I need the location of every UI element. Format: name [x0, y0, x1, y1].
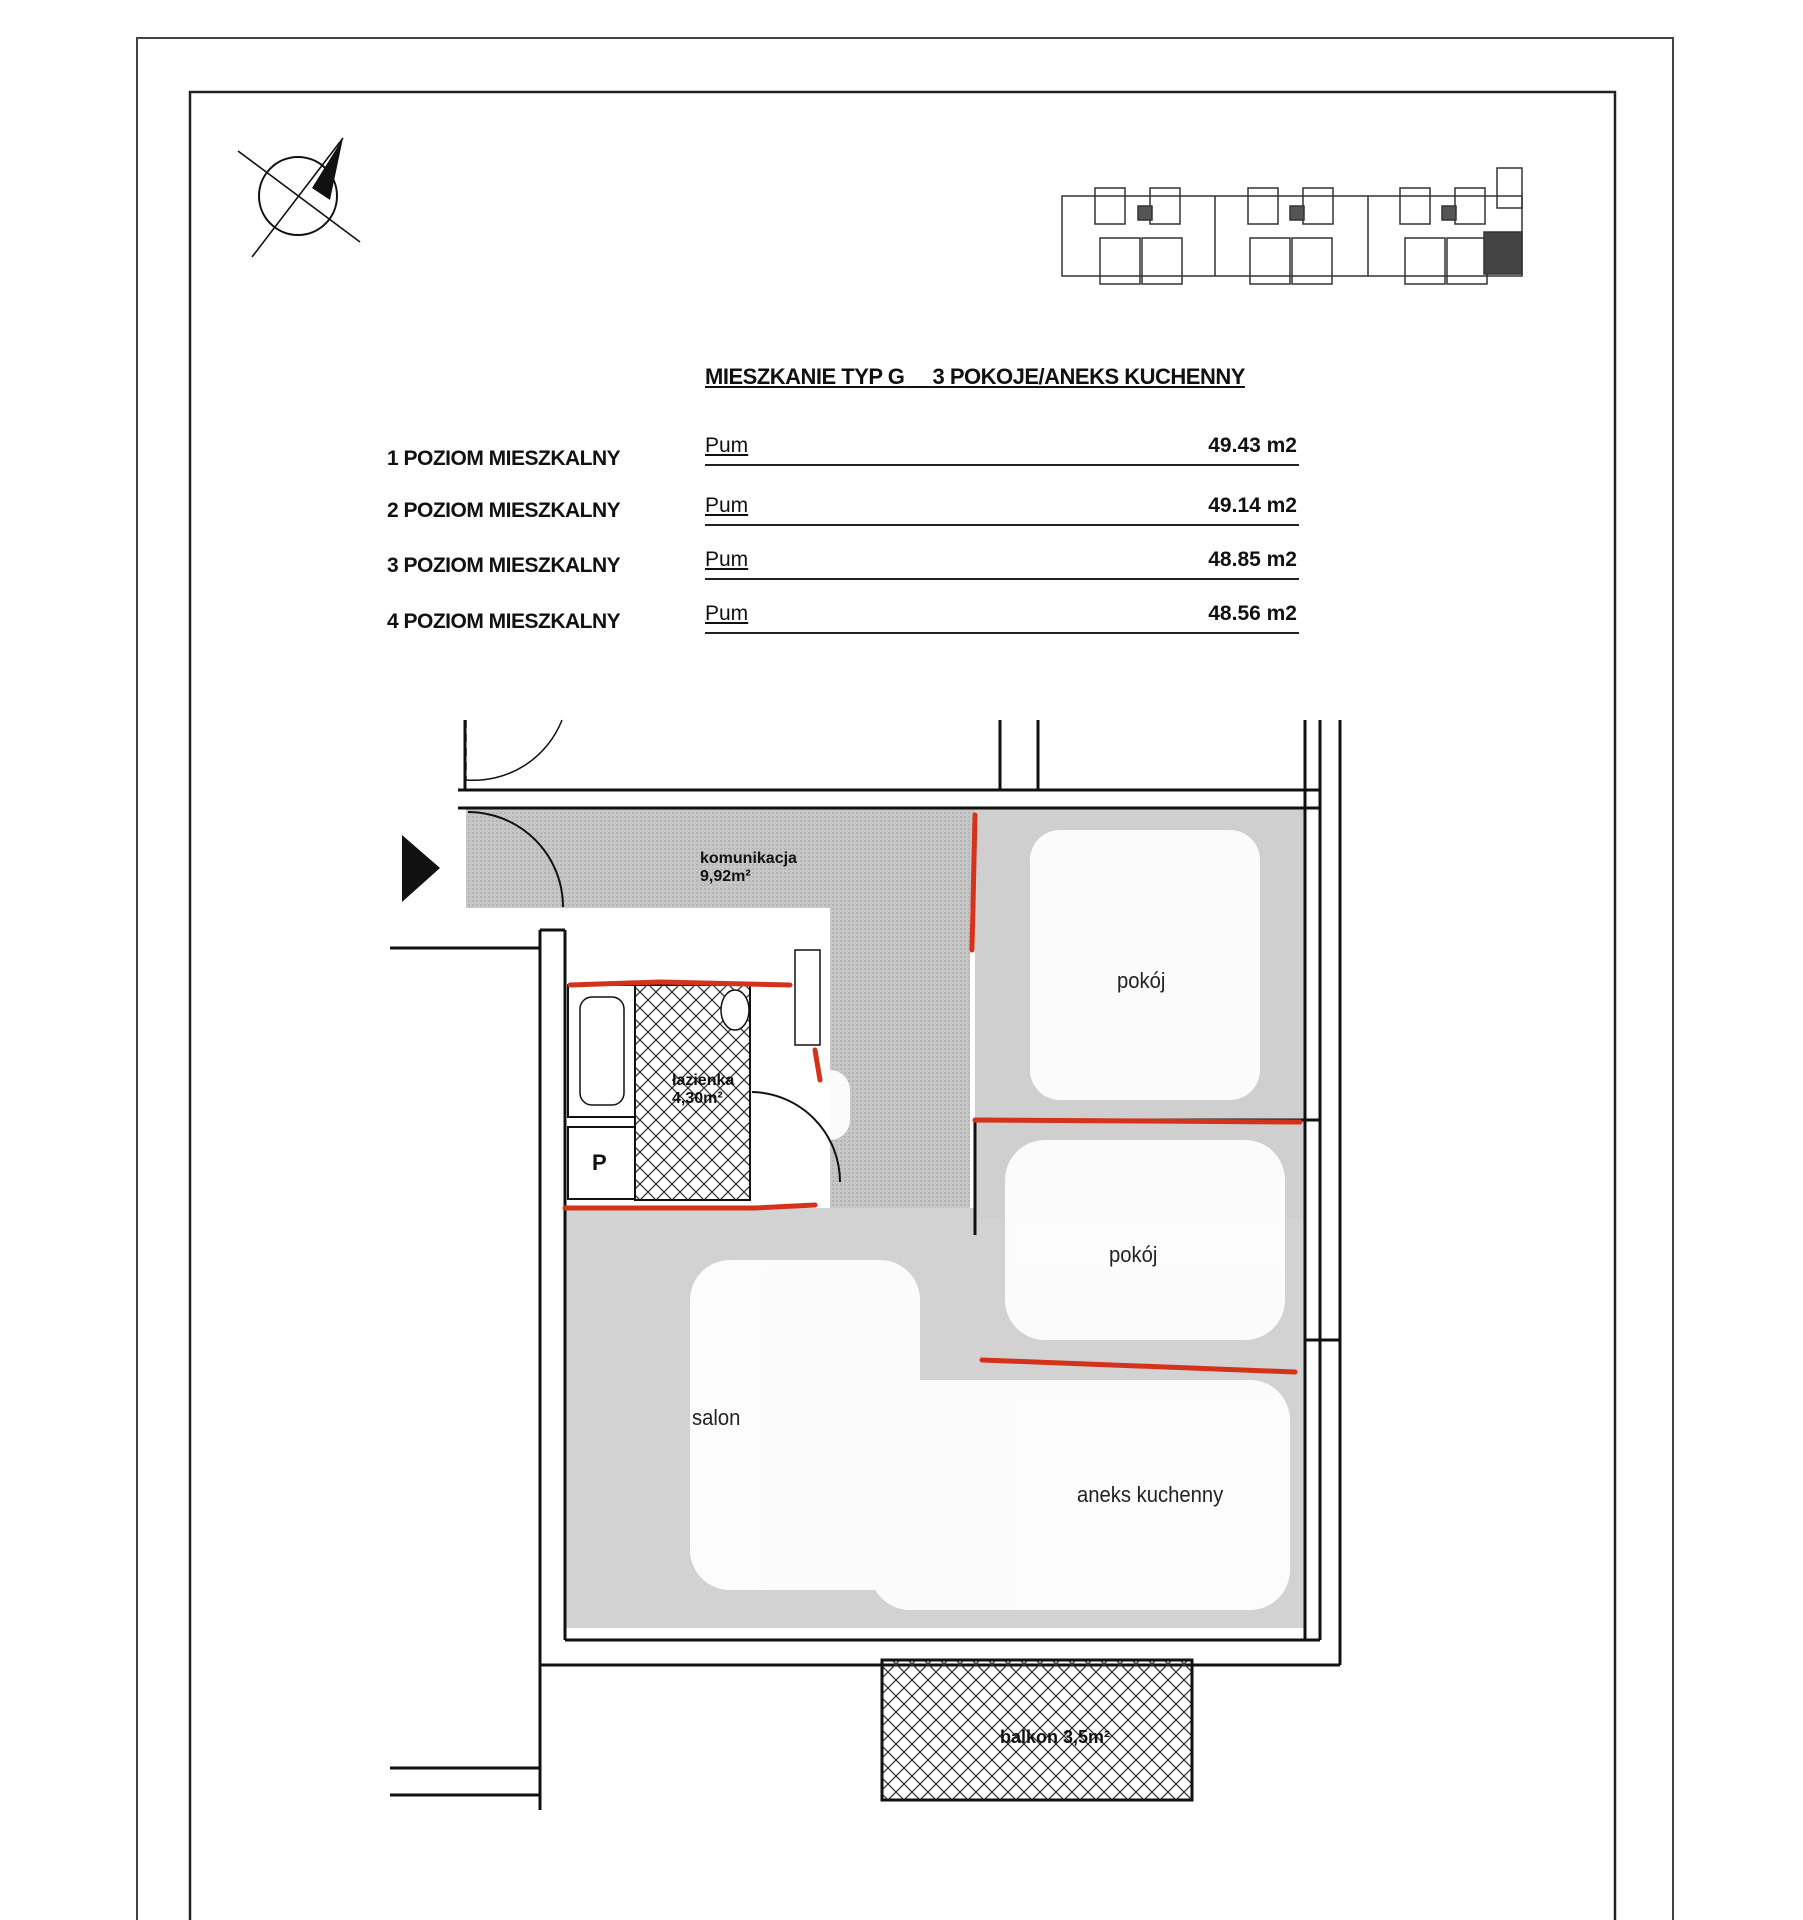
level-4-measure: Pum	[705, 602, 749, 625]
kitchen-label: aneks kuchenny	[1077, 1482, 1224, 1507]
level-1-label: 1 POZIOM MIESZKALNY	[387, 447, 621, 470]
closet-mark: P	[592, 1150, 607, 1175]
level-4-area: 48.56 m2	[1208, 602, 1297, 625]
level-2-row	[705, 490, 1299, 526]
shaft	[795, 950, 820, 1045]
bathroom-label: łazienka 4,30m²	[672, 1072, 735, 1107]
level-3-area: 48.85 m2	[1208, 548, 1297, 571]
balcony-label: balkon 3,5m²	[1000, 1727, 1111, 1747]
level-2-area: 49.14 m2	[1208, 494, 1297, 517]
level-2-label: 2 POZIOM MIESZKALNY	[387, 499, 621, 522]
entrance-arrow-icon	[402, 835, 440, 902]
room-1-label: pokój	[1117, 968, 1166, 993]
level-3-measure: Pum	[705, 548, 749, 571]
level-1-row	[705, 430, 1299, 466]
level-3-row	[705, 544, 1299, 580]
level-2-measure: Pum	[705, 494, 749, 517]
room-2-label: pokój	[1109, 1242, 1158, 1267]
bathtub	[568, 985, 635, 1117]
apartment-rooms: 3 POKOJE/ANEKS KUCHENNY	[932, 364, 1245, 389]
apartment-type: MIESZKANIE TYP G	[705, 364, 905, 389]
toilet	[721, 990, 749, 1030]
apartment-heading	[705, 364, 1245, 390]
level-4-label: 4 POZIOM MIESZKALNY	[387, 610, 621, 633]
level-3-label: 3 POZIOM MIESZKALNY	[387, 554, 621, 577]
level-1-area: 49.43 m2	[1208, 434, 1297, 457]
key-plan	[1062, 168, 1522, 284]
living-room-label: salon	[692, 1405, 741, 1430]
communication-label: komunikacja 9,92m²	[700, 850, 797, 885]
hallway-fill	[830, 900, 970, 1220]
level-1-measure: Pum	[705, 434, 749, 457]
level-4-row	[705, 598, 1299, 634]
north-arrow-icon	[238, 138, 360, 257]
